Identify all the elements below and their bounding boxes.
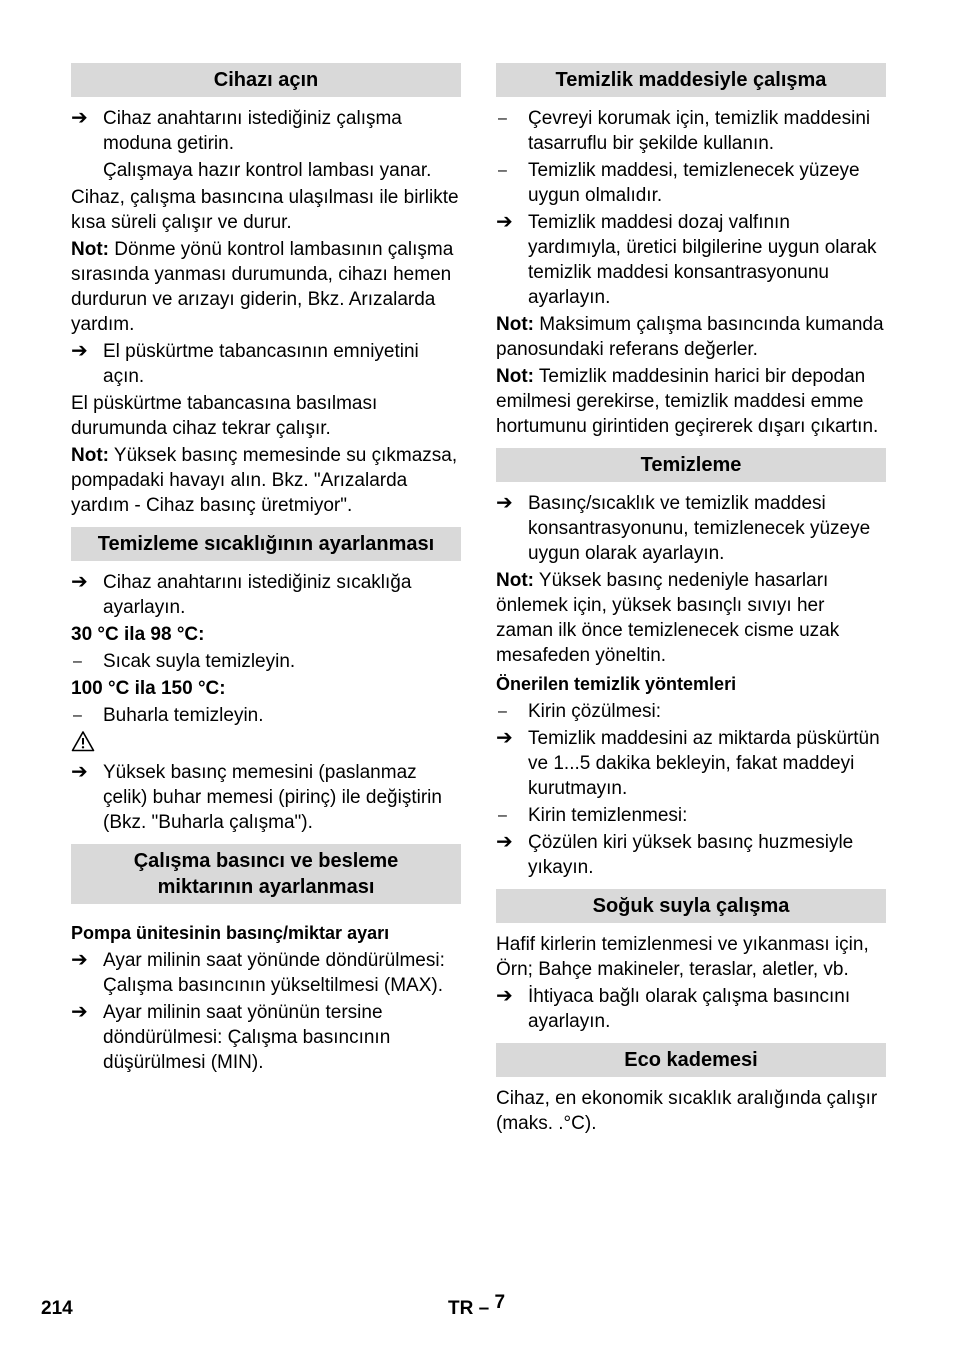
dash-icon: – [498,110,507,127]
instruction-item: ➔ Ayar milinin saat yönünde döndürülmesi: Çalışma basıncının yükseltilmesi (MAX). [71,949,445,996]
subheading: Önerilen temizlik yöntemleri [496,674,737,694]
instruction-item: ➔ El püskürtme tabancasının emniyetini açın. [71,340,419,387]
dash-icon: – [498,807,507,824]
instruction-item: ➔ Yüksek basınç memesini (paslanmaz çelik) buhar memesi (pirinç) ile değiştirin (Bkz. "Buharla çalışma"). [71,761,442,833]
language-code: TR – 7 [448,1292,506,1319]
warning-triangle-icon [71,730,461,756]
instruction-item: ➔ Cihaz anahtarını istediğiniz sıcaklığa ayarlayın. [71,571,412,618]
section-heading-temizleme-sicakligi: Temizleme sıcaklığının ayarlanması [71,527,461,561]
arrow-icon: ➔ [71,107,88,129]
page-number: 214 [41,1298,73,1319]
temperature-range-heading: 100 °C ila 150 °C: [71,678,226,699]
section-heading-cihazi-acin: Cihazı açın [71,63,461,97]
arrow-icon: ➔ [71,761,88,783]
instruction-item: ➔ Temizlik maddesini az miktarda püskürtün ve 1...5 dakika bekleyin, fakat maddeyi kurutmayın. [496,727,880,799]
instruction-item: ➔ Temizlik maddesi dozaj valfının yardımıyla, üretici bilgilerine uygun olarak temizlik maddesi konsantrasyonunu ayarlayın. [496,211,877,308]
arrow-icon: ➔ [71,949,88,971]
section-heading-calisma-basinci: Çalışma basıncı ve besleme miktarının ayarlanması [71,844,461,904]
instruction-item: ➔ Cihaz anahtarını istediğiniz çalışma moduna getirin. [71,107,402,154]
temperature-range-heading: 30 °C ila 98 °C: [71,624,205,645]
instruction-item: ➔ Çözülen kiri yüksek basınç huzmesiyle yıkayın. [496,831,854,878]
arrow-icon: ➔ [71,1001,88,1023]
arrow-icon: ➔ [496,985,513,1007]
arrow-icon: ➔ [496,831,513,853]
subheading: Pompa ünitesinin basınç/miktar ayarı [71,923,390,943]
dash-icon: – [498,703,507,720]
arrow-icon: ➔ [496,211,513,233]
dash-item: – Kirin çözülmesi: [498,701,662,722]
result-text: Çalışmaya hazır kontrol lambası yanar. [103,160,432,181]
note-paragraph: Not: Maksimum çalışma basıncında kumanda panosundaki referans değerler. [496,314,884,360]
dash-item: – Temizlik maddesi, temizlenecek yüzeye uygun olmalıdır. [498,160,860,206]
dash-item: – Buharla temizleyin. [73,705,264,726]
note-paragraph: Not: Yüksek basınç memesinde su çıkmazsa, pompadaki havayı alın. Bkz. "Arızalarda yardım - Cihaz basınç üretmiyor". [71,445,458,516]
paragraph: Cihaz, çalışma basıncına ulaşılması ile birlikte kısa süreli çalışır ve durur. [71,187,459,233]
section-heading-soguk-su: Soğuk suyla çalışma [496,889,886,923]
arrow-icon: ➔ [71,340,88,362]
paragraph: El püskürtme tabancasına basılması durumunda cihaz tekrar çalışır. [71,393,378,439]
note-paragraph: Not: Yüksek basınç nedeniyle hasarları önlemek için, yüksek basınçlı sıvıyı her zaman ilk önce temizlenecek cisme uzak mesafeden yöneltin. [496,570,840,666]
instruction-item: ➔ İhtiyaca bağlı olarak çalışma basıncını ayarlayın. [496,985,851,1032]
note-paragraph: Not: Temizlik maddesinin harici bir depodan emilmesi gerekirse, temizlik maddesi emme hortumunu girintiden geçirerek dışarı çıkartın. [496,366,879,437]
dash-item: – Çevreyi korumak için, temizlik maddesini tasarruflu bir şekilde kullanın. [498,108,871,154]
arrow-icon: ➔ [496,492,513,514]
left-column [71,63,461,1077]
paragraph: Hafif kirlerin temizlenmesi ve yıkanması için, Örn; Bahçe makineler, teraslar, aletler, vb. [496,934,869,980]
instruction-item: ➔ Basınç/sıcaklık ve temizlik maddesi konsantrasyonunu, temizlenecek yüzeye uygun olarak ayarlayın. [496,492,871,564]
section-heading-eco: Eco kademesi [496,1043,886,1077]
dash-item: – Kirin temizlenmesi: [498,805,688,826]
dash-icon: – [498,162,507,179]
arrow-icon: ➔ [496,727,513,749]
dash-icon: – [73,653,82,670]
section-heading-temizleme: Temizleme [496,448,886,482]
dash-icon: – [73,707,82,724]
paragraph: Cihaz, en ekonomik sıcaklık aralığında çalışır (maks. .°C). [496,1088,878,1134]
note-paragraph: Not: Dönme yönü kontrol lambasının çalışma sırasında yanması durumunda, cihazı hemen durdurun ve arızayı giderin, Bkz. Arızalarda yardım. [71,239,454,335]
right-column [496,63,886,1138]
arrow-icon: ➔ [71,571,88,593]
dash-item: – Sıcak suyla temizleyin. [73,651,296,672]
section-heading-temizlik-maddesi: Temizlik maddesiyle çalışma [496,63,886,97]
instruction-item: ➔ Ayar milinin saat yönünün tersine döndürülmesi: Çalışma basıncının düşürülmesi (MIN). [71,1001,391,1073]
